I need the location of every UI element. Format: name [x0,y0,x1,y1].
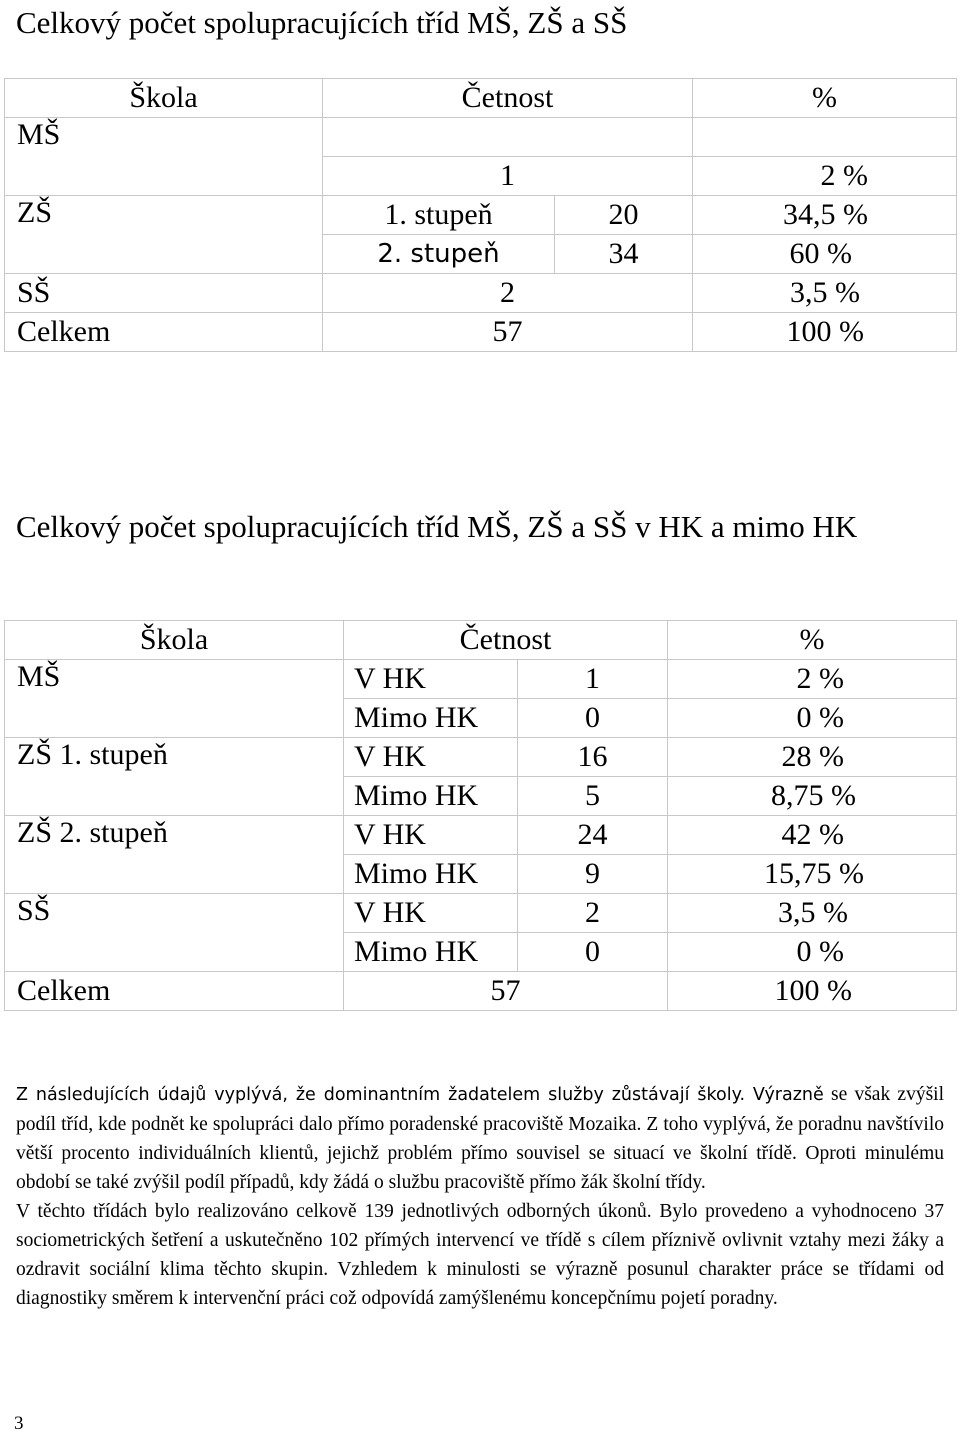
table-row [5,738,957,777]
stage-zs-2: 2. stupeň [323,235,555,274]
page-number: 3 [14,1413,24,1434]
table-classes-hk [4,620,957,1011]
count-cell: 0 [518,699,668,738]
count-cell: 9 [518,855,668,894]
count-zs-1: 20 [555,196,693,235]
school-ss: SŠ [5,274,323,313]
school-cell: SŠ [5,894,344,972]
table-classes-total [4,78,957,352]
count-zs-2: 34 [555,235,693,274]
table-row [5,118,957,157]
header-count: Četnost [344,621,668,660]
count-cell: 5 [518,777,668,816]
percent-cell: 0 % [668,699,957,738]
stage-zs-1: 1. stupeň [323,196,555,235]
table-total-row [5,972,957,1011]
count-ss: 2 [323,274,693,313]
total-count: 57 [323,313,693,352]
type-cell: V HK [344,816,518,855]
percent-zs-2: 60 % [693,235,957,274]
heading-classes-hk: Celkový počet spolupracujících tříd MŠ, ZŠ a SŠ v HK a mimo HK [16,509,858,544]
body-text [16,1080,944,1313]
school-cell: ZŠ 1. stupeň [5,738,344,816]
percent-cell: 0 % [668,933,957,972]
school-cell: ZŠ 2. stupeň [5,816,344,894]
type-cell: V HK [344,738,518,777]
total-percent: 100 % [668,972,957,1011]
table-row [5,894,957,933]
type-cell: V HK [344,660,518,699]
percent-cell: 28 % [668,738,957,777]
table-header-row [5,79,957,118]
count-cell: 0 [518,933,668,972]
paragraph-1-serif: se však zvýšil podíl tříd, kde podnět ke spolupráci dalo přímo poradenské pracoviště Mozaika. Z toho vyplývá, že poradnu navštívilo větší procento individuálních klientů, jejichž problém přímo souvisel se situací ve školní třídě. Oproti minulému období se také zvýšil podíl případů, kdy žádá o službu pracoviště přímo žák školní třídy. [16,1084,945,1193]
count-ms: 1 [323,157,693,196]
table-row [5,816,957,855]
school-ms: MŠ [5,118,323,196]
school-cell: MŠ [5,660,344,738]
paragraph-1-sans: Z následujících údajů vyplývá, že dominantním žadatelem služby zůstávají školy. Výrazně [16,1085,824,1105]
percent-cell: 3,5 % [668,894,957,933]
type-cell: V HK [344,894,518,933]
table-row [5,196,957,235]
percent-cell: 15,75 % [668,855,957,894]
header-school: Škola [5,79,323,118]
heading-classes-total: Celkový počet spolupracujících tříd MŠ, ZŠ a SŠ [16,5,628,40]
type-cell: Mimo HK [344,699,518,738]
table-row [5,660,957,699]
total-count: 57 [344,972,668,1011]
count-cell: 16 [518,738,668,777]
percent-zs-1: 34,5 % [693,196,957,235]
percent-cell: 8,75 % [668,777,957,816]
count-cell: 2 [518,894,668,933]
type-cell: Mimo HK [344,855,518,894]
paragraph-2: V těchto třídách bylo realizováno celkově 139 jednotlivých odborných úkonů. Bylo provedeno a vyhodnoceno 37 sociometrických šetření a uskutečněno 102 přímých intervencí ve třídě s cílem příznivě ovlivnit vztahy mezi žáky a ozdravit sociální klima těchto skupin. Vzhledem k minulosti se výrazně posunul charakter práce se třídami od diagnostiky směrem k intervenční práci což odpovídá zamýšlenému koncepčnímu pojetí poradny. [16,1201,944,1309]
type-cell: Mimo HK [344,933,518,972]
header-percent: % [693,79,957,118]
percent-cell: 2 % [668,660,957,699]
total-percent: 100 % [693,313,957,352]
percent-ss: 3,5 % [693,274,957,313]
total-label: Celkem [5,313,323,352]
table-header-row [5,621,957,660]
type-cell: Mimo HK [344,777,518,816]
count-cell: 1 [518,660,668,699]
header-school: Škola [5,621,344,660]
count-cell: 24 [518,816,668,855]
table-row [5,274,957,313]
school-zs: ZŠ [5,196,323,274]
percent-ms: 2 % [693,157,957,196]
percent-cell: 42 % [668,816,957,855]
header-percent: % [668,621,957,660]
paragraph-1 [16,1080,944,1197]
total-label: Celkem [5,972,344,1011]
table-total-row [5,313,957,352]
header-count: Četnost [323,79,693,118]
